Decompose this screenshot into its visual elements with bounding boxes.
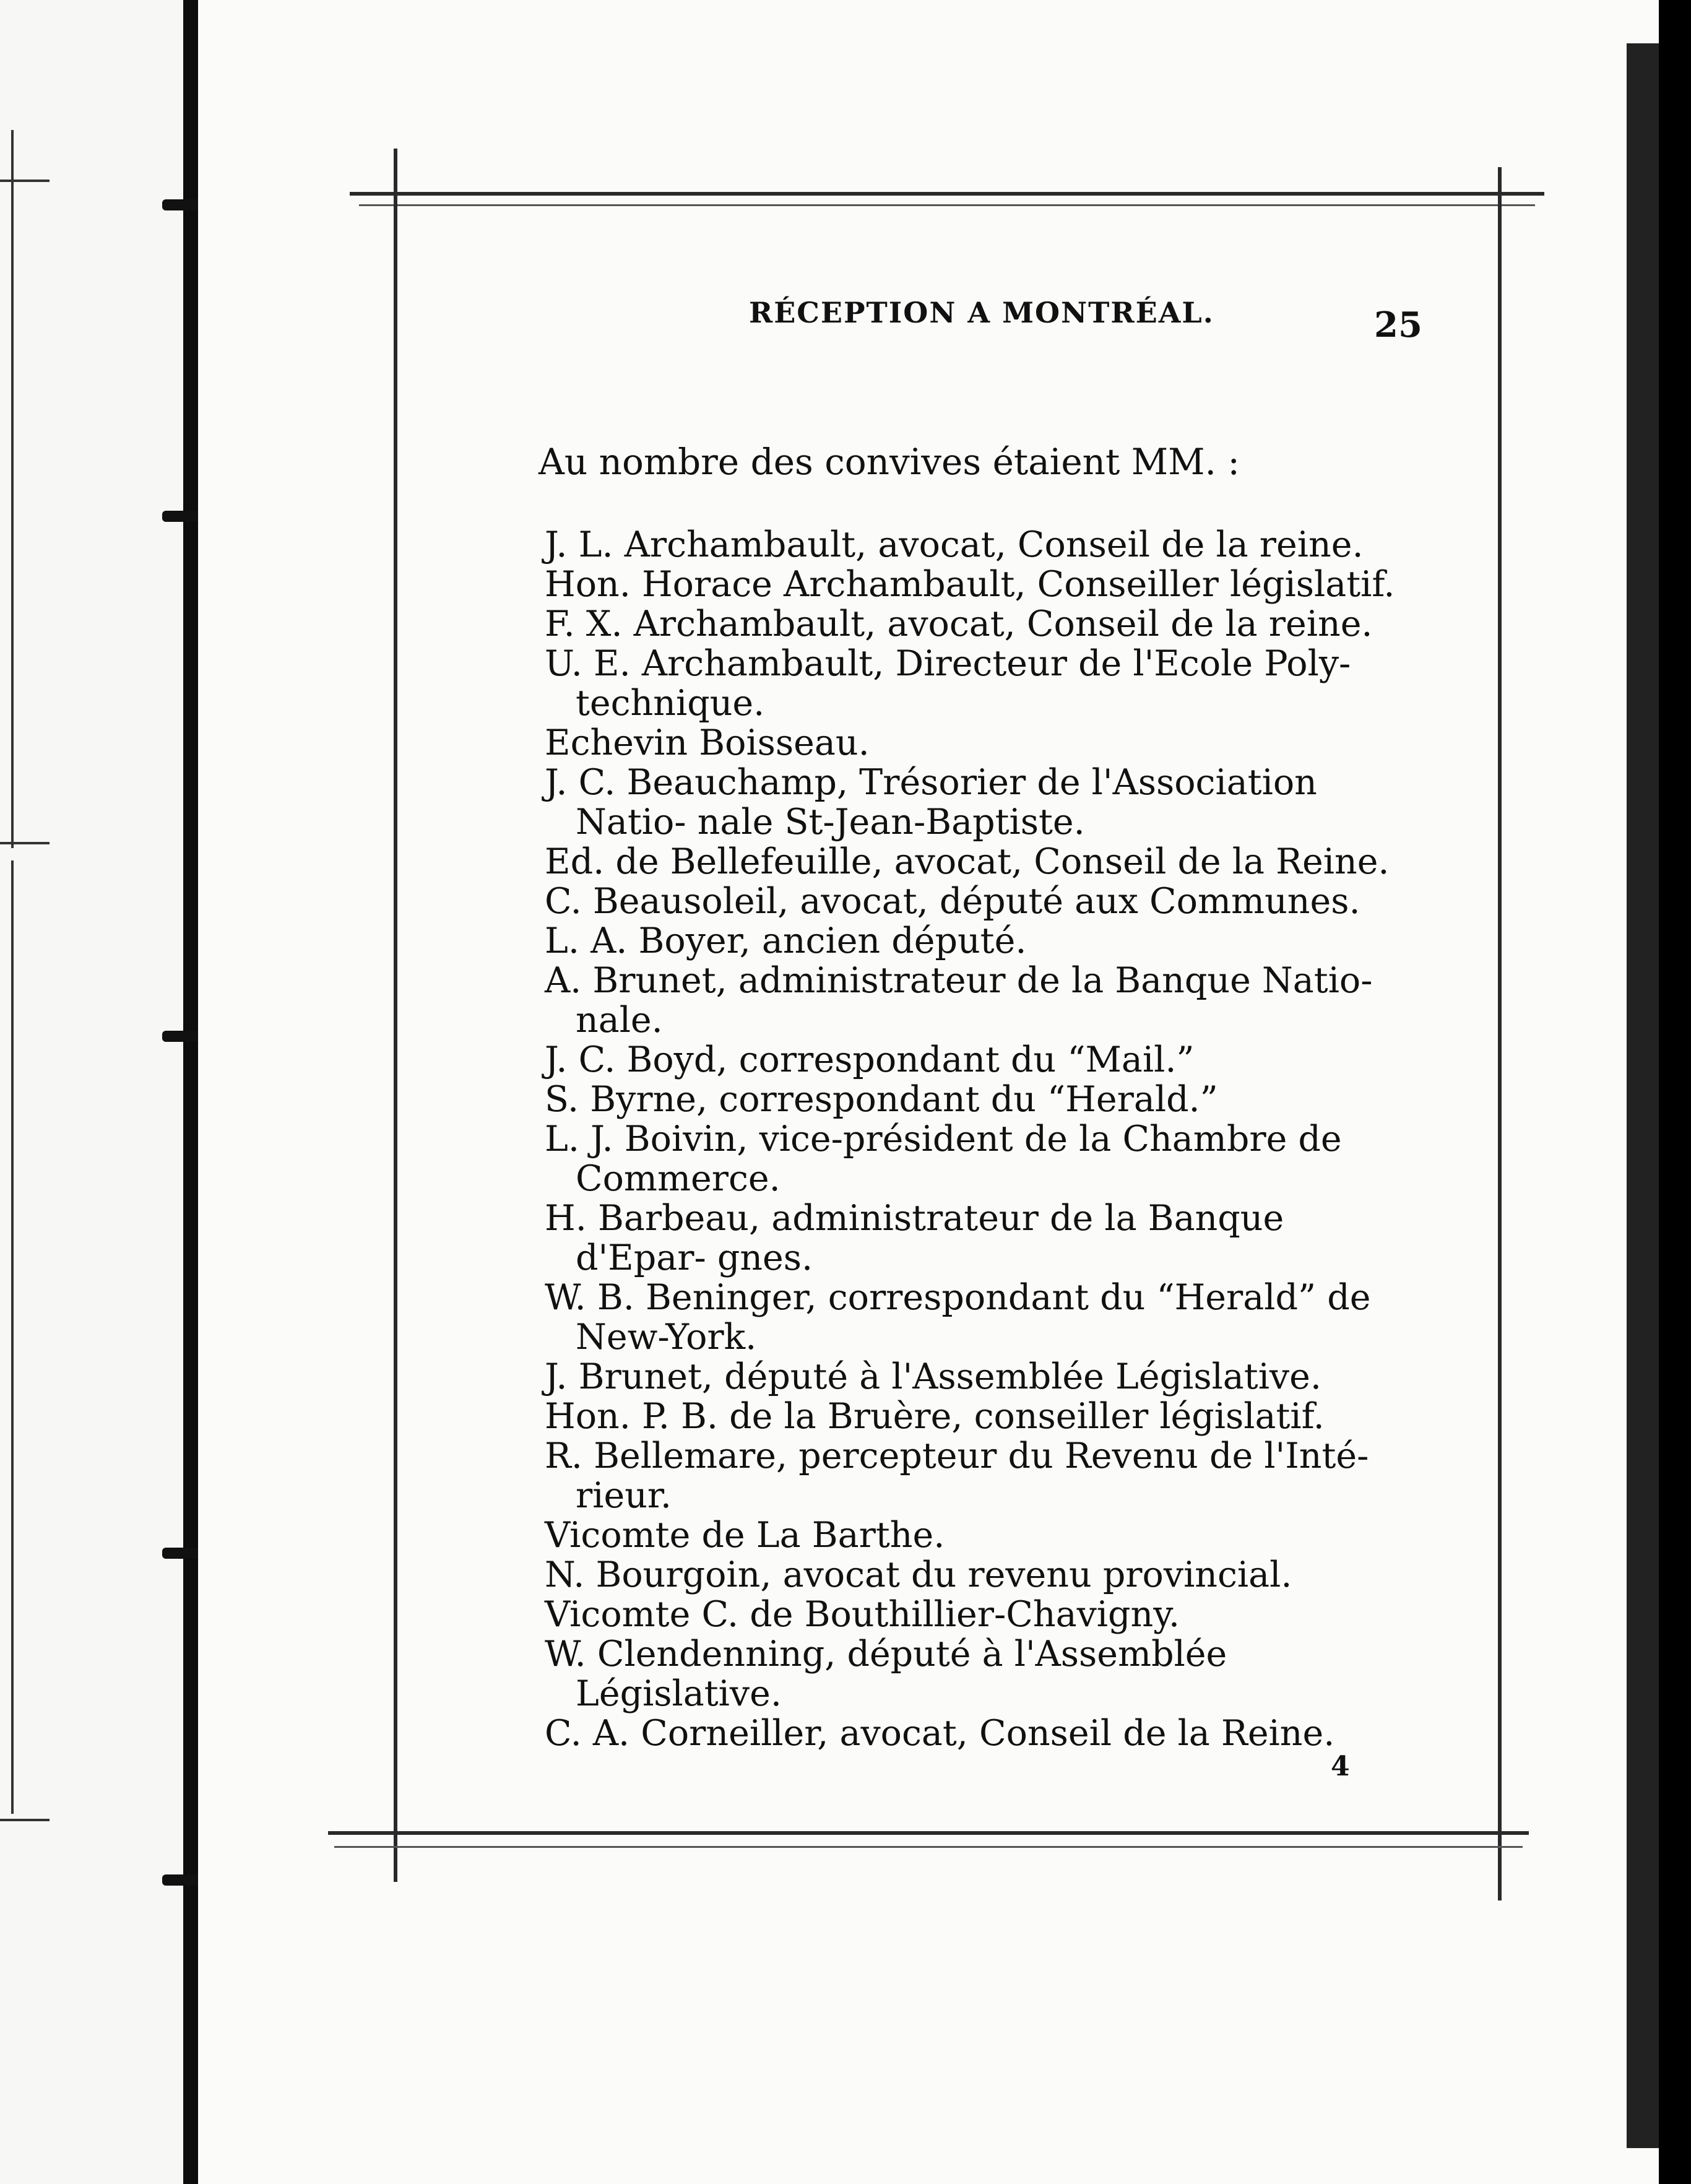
frame-top-rule: [350, 192, 1544, 196]
guest-entry: J. Brunet, député à l'Assemblée Législative.: [545, 1356, 1321, 1397]
guest-entry: H. Barbeau, administrateur de la Banque d'Epar- gnes.: [545, 1198, 1284, 1278]
previous-page-edge: [0, 0, 186, 2184]
guest-entry: J. C. Boyd, correspondant du “Mail.”: [545, 1039, 1195, 1080]
frame-right-rule: [1498, 167, 1502, 1900]
frame-top-inner-rule: [359, 204, 1535, 206]
previous-page-rule: [0, 842, 50, 844]
guest-entry: N. Bourgoin, avocat du revenu provincial.: [545, 1554, 1292, 1595]
guest-entry: S. Byrne, correspondant du “Herald.”: [545, 1079, 1218, 1120]
frame-bottom-inner-rule: [334, 1846, 1523, 1848]
guest-entry: Ed. de Bellefeuille, avocat, Conseil de la Reine.: [545, 841, 1390, 882]
guest-entry: W. Clendenning, député à l'Assemblée Législative.: [545, 1634, 1227, 1714]
book-spine: [183, 0, 198, 2184]
guest-entry: W. B. Beninger, correspondant du “Herald” de New-York.: [545, 1277, 1371, 1358]
guest-entry: Echevin Boisseau.: [545, 722, 870, 763]
previous-page-frame-line: [11, 860, 14, 1814]
signature-mark: 4: [1331, 1751, 1350, 1782]
previous-page-frame-line: [11, 130, 14, 848]
guest-entry: A. Brunet, administrateur de la Banque Natio- nale.: [545, 960, 1373, 1041]
previous-page-rule: [0, 1819, 50, 1821]
guest-entry: Vicomte C. de Bouthillier-Chavigny.: [545, 1594, 1180, 1635]
guest-entry: C. Beausoleil, avocat, député aux Communes.: [545, 881, 1360, 922]
previous-page-rule: [0, 180, 50, 182]
guest-entry: U. E. Archambault, Directeur de l'Ecole Poly- technique.: [545, 643, 1351, 724]
frame-left-rule: [394, 149, 397, 1882]
guest-entry: Hon. P. B. de la Bruère, conseiller législatif.: [545, 1396, 1325, 1437]
guest-entry: J. L. Archambault, avocat, Conseil de la reine.: [545, 524, 1364, 565]
frame-bottom-rule: [328, 1831, 1529, 1835]
guest-entry: C. A. Corneiller, avocat, Conseil de la Reine.: [545, 1713, 1335, 1754]
page-edge-shadow: [1627, 43, 1659, 2148]
guest-entry: J. C. Beauchamp, Trésorier de l'Association Natio- nale St-Jean-Baptiste.: [545, 762, 1317, 843]
intro-line: Au nombre des convives étaient MM. :: [538, 441, 1240, 483]
guest-entry: R. Bellemare, percepteur du Revenu de l'Inté- rieur.: [545, 1436, 1369, 1516]
guest-entry: Vicomte de La Barthe.: [545, 1515, 945, 1556]
guest-entry: L. A. Boyer, ancien député.: [545, 921, 1027, 961]
guest-list: [545, 525, 1411, 1753]
guest-entry: F. X. Archambault, avocat, Conseil de la reine.: [545, 604, 1373, 644]
guest-entry: L. J. Boivin, vice-président de la Chambre de Commerce.: [545, 1119, 1342, 1199]
page-number: 25: [1374, 305, 1422, 345]
guest-entry: Hon. Horace Archambault, Conseiller législatif.: [545, 564, 1395, 605]
running-head: RÉCEPTION A MONTRÉAL.: [749, 296, 1214, 329]
